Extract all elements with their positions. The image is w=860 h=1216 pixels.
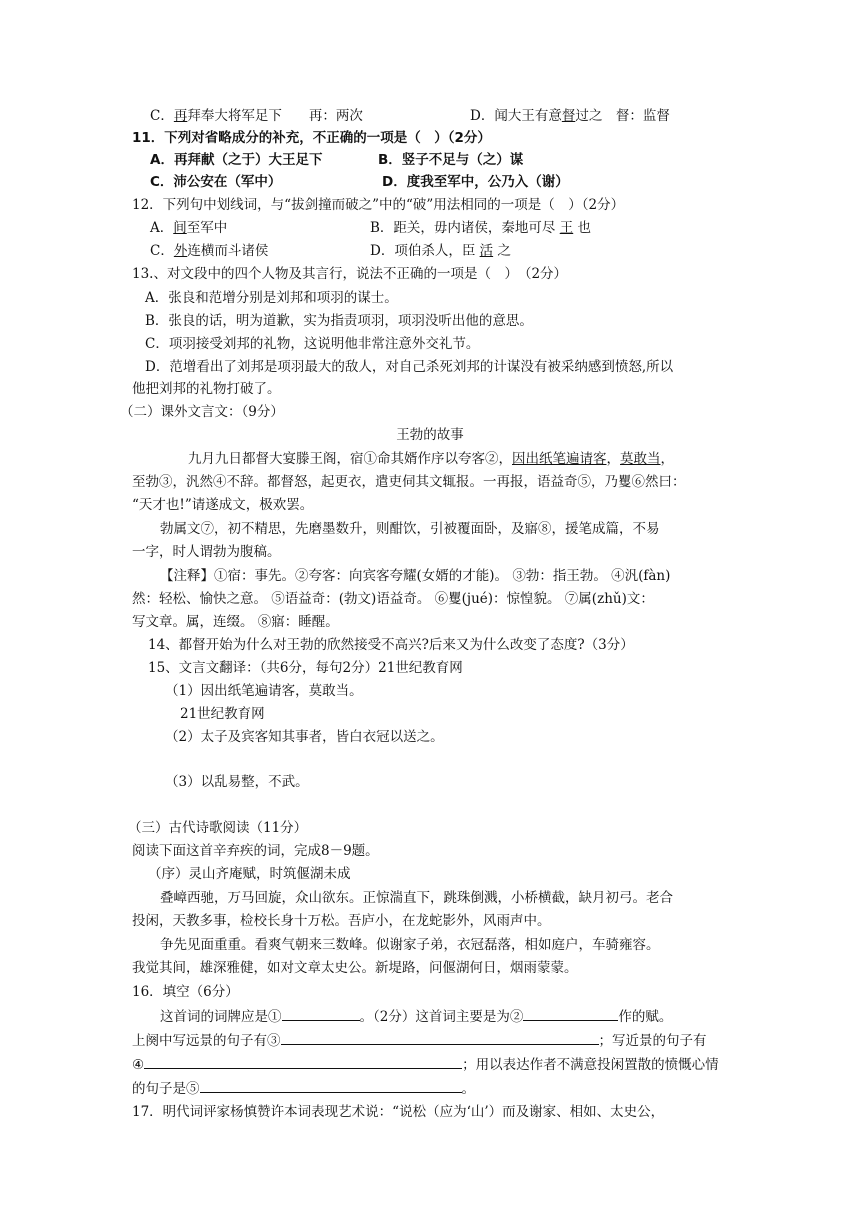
q10-c-underlined: 再 [173,108,188,124]
fill1-text-b: 。（2分）这首词主要是为② [359,1009,524,1025]
poem-line4: 我觉其间，雄深雅健，如对文章太史公。新堤路，问偃湖何日，烟雨蒙蒙。 [132,960,578,976]
q16-fill-line4 [132,1077,475,1099]
q12-a-underlined: 间 [173,220,187,236]
q10-d-label: D．闻大王有意 [470,108,562,124]
q12-c-underlined: 外 [173,243,188,259]
q13-stem: 13.、对文段中的四个人物及其言行，说法不正确的一项是（ ） （2分） [132,266,568,282]
q14: 14、都督开始为什么对王勃的欣然接受不高兴?后来又为什么改变了态度?（3分） [148,637,634,653]
q10-d-text: 过之 督：监督 [575,108,670,124]
q12-option-a [150,217,227,239]
section2-heading: （二）课外文言文：（9分） [120,404,284,420]
q12-a-label: A． [150,220,174,236]
q16-fill-line2 [132,1029,707,1051]
answer-blank-1[interactable] [282,1005,360,1021]
q12-d-label: D．项伯杀人，臣 [370,243,476,259]
q10-d-underlined: 督 [561,108,576,124]
answer-blank-4[interactable] [144,1053,462,1069]
answer-blank-5[interactable] [200,1077,462,1093]
q12-option-d [370,240,511,262]
q12-option-b [370,217,591,239]
p1-comma-2: ， [660,451,674,467]
q12-option-c [150,240,268,262]
q10-c-text: 拜奉大将军足下 再：两次 [187,108,363,124]
fill2-text: 上阕中写远景的句子有③ [132,1033,281,1049]
q12-b-text: 也 [577,220,592,236]
fill4-text: 的句子是⑤ [132,1081,200,1097]
p1-comma: ， [606,451,620,467]
section3-heading: （三）古代诗歌阅读（11分） [128,820,308,836]
poem-line1: 叠嶂西驰，万马回旋，众山欲东。正惊湍直下，跳珠倒溅，小桥横截，缺月初弓。老合 [160,890,673,906]
fill3-text-b: ；用以表达作者不满意投闲置散的愤慨心情 [462,1057,719,1073]
q13-option-c: C．项羽接受刘邦的礼物，这说明他非常注意外交礼节。 [145,336,480,352]
q15-item1: （1）因出纸笔遍请客，莫敢当。 [165,683,363,699]
p1-underlined-1: 因出纸笔遍请客 [512,451,607,467]
fill1-text-c: 作的赋。 [618,1009,673,1025]
q12-c-label: C． [150,243,174,259]
q16-fill-line3 [132,1053,719,1075]
fill1-text: 这首词的词牌应是① [160,1009,282,1025]
p1-underlined-2: 莫敢当 [620,451,661,467]
q13-option-d-line2: 他把刘邦的礼物打破了。 [132,381,281,397]
q16-heading: 16．填空（6分） [132,984,239,1000]
q10-c-label: C． [150,108,174,124]
passage-p1-line2: 至勃③，汎然④不辞。都督怒，起更衣，遣吏伺其文辄报。一再报，语益奇⑤，乃矍⑥然曰： [132,474,686,490]
q12-d-underlined: 活 [479,243,494,259]
passage-title: 王勃的故事 [396,427,464,443]
q10-option-c [150,105,363,127]
q12-b-underlined: 王 [559,220,574,236]
poem-line3: 争先见面重重。看爽气朝来三数峰。似谢家子弟，衣冠磊落，相如庭户，车骑雍容。 [160,937,660,953]
q12-d-text: 之 [497,243,511,259]
q11-option-d: D．度我至军中，公乃入（谢） [382,174,569,190]
answer-blank-3[interactable] [281,1029,599,1045]
answer-blank-2[interactable] [523,1005,618,1021]
p1-text: 九月九日都督大宴滕王阁，宿①命其婿作序以夸客②， [188,451,512,467]
note-line3: 写文章。属，连缀。 ⑧寤：睡醒。 [132,614,339,630]
q15-item1-note: 21世纪教育网 [180,706,265,722]
q12-c-text: 连横而斗诸侯 [187,243,269,259]
q10-option-d [470,105,670,127]
q15: 15、文言文翻译：（共6分，每句2分）21世纪教育网 [148,660,463,676]
q15-item3: （3）以乱易整，不武。 [165,774,309,790]
fill3-text: ④ [132,1057,145,1073]
section3-intro: 阅读下面这首辛弃疾的词，完成8－9题。 [132,843,379,859]
q16-fill-line1 [160,1005,672,1027]
q17: 17．明代词评家杨慎赞许本词表现艺术说：“说松（应为‘山’）而及谢家、相如、太史公， [132,1104,665,1120]
passage-p1-line1 [188,448,674,470]
q12-b-label: B．距关，毋内诸侯，秦地可尽 [370,220,556,236]
passage-p2-line1: 勃属文⑦，初不精思，先磨墨数升，则酣饮，引被覆面卧，及寤⑧，援笔成篇，不易 [160,521,660,537]
note-line2: 然：轻松、愉快之意。 ⑤语益奇：(勃文)语益奇。 ⑥矍(jué)：惊惶貌。 ⑦属(zhǔ)文： [132,591,654,607]
fill4-text-b: 。 [461,1081,475,1097]
passage-p2-line2: 一字，时人谓勃为腹稿。 [132,544,281,560]
passage-p1-line3: “天才也!”请遂成文，极欢罢。 [132,497,314,513]
q11-option-a: A．再拜献（之于）大王足下 [150,152,323,168]
q11-option-b: B．竖子不足与（之）谋 [378,152,524,168]
q13-option-b: B．张良的话，明为道歉，实为指责项羽，项羽没听出他的意思。 [145,313,533,329]
fill2-text-b: ；写近景的句子有 [598,1033,707,1049]
q13-option-a: A．张良和范增分别是刘邦和项羽的谋士。 [145,290,398,306]
q12-a-text: 至军中 [186,220,228,236]
q11-option-c: C．沛公安在（军中） [150,174,282,190]
poem-line2: 投闲，天教多事，检校长身十万松。吾庐小，在龙蛇影外，风雨声中。 [132,913,551,929]
poem-preface: （序）灵山齐庵赋，时筑偃湖未成 [148,866,351,882]
q15-item2: （2）太子及宾客知其事者，皆白衣冠以送之。 [165,729,444,745]
q11-stem: 11．下列对省略成分的补充，不正确的一项是（ ）（2分） [132,130,491,146]
note-line1: 【注释】①宿：事先。②夸客：向宾客夸耀(女婿的才能)。 ③勃：指王勃。 ④汎(fàn) [160,568,671,584]
q12-stem: 12．下列句中划线词，与“拔剑撞而破之”中的“破”用法相同的一项是（ ）（2分） [132,197,625,213]
q13-option-d-line1: D．范增看出了刘邦是项羽最大的敌人，对自己杀死刘邦的计谋没有被采纳感到愤怒,所以 [145,359,674,375]
